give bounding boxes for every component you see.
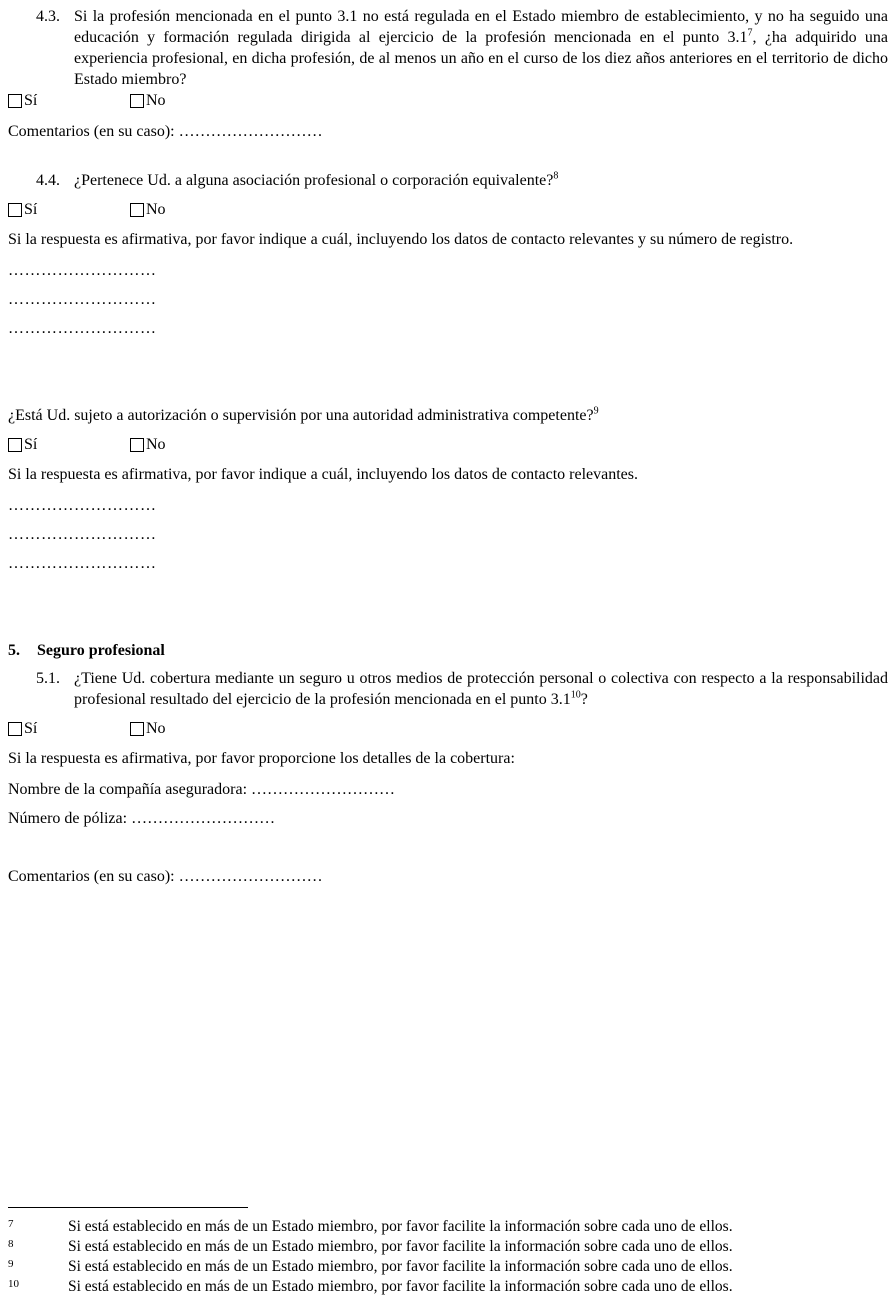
checkbox-yes[interactable] — [8, 438, 22, 452]
answer-line[interactable]: ……………………… — [8, 291, 157, 308]
checkbox-yes[interactable] — [8, 203, 22, 217]
option-no-5-1[interactable]: No — [130, 718, 166, 739]
footnote-9: 9 Si está establecido en más de un Estado miembro, por favor facilite la información sobre cada uno de ellos. — [8, 1258, 733, 1275]
section-number: 5. — [8, 642, 20, 659]
footnote-10: 10 Si está establecido en más de un Estado miembro, por favor facilite la información sobre cada uno de ellos. — [8, 1278, 733, 1295]
footnote-ref-10[interactable]: 10 — [570, 689, 581, 701]
question-4-4 — [8, 170, 888, 192]
checkbox-no[interactable] — [130, 722, 144, 736]
comment-5-1[interactable]: Comentarios (en su caso): ……………………… — [8, 868, 323, 885]
footnote-ref-7[interactable]: 7 — [747, 27, 753, 39]
question-number: 4.3. — [36, 8, 60, 25]
question-text: Si la profesión mencionada en el punto 3.1 no está regulada en el Estado miembro de establecimiento, y no ha seguido una educación y formación regulada dirigida al ejercicio de la profesión mencionada en el punto $3.1^7$, ¿ha adquirido una experiencia profesional, en dicha profesión, de al menos un año en el curso de los diez años anteriores en el territorio de dicho Estado miembro? — [74, 8, 889, 88]
checkbox-yes[interactable] — [8, 722, 22, 736]
instruction-authorization: Si la respuesta es afirmativa, por favor indique a cuál, incluyendo los datos de contacto relevantes. — [8, 466, 639, 483]
policy-number-field[interactable]: Número de póliza: ……………………… — [8, 810, 276, 827]
option-yes-5-1[interactable]: Sí — [8, 718, 37, 739]
footnote-separator — [8, 1207, 248, 1208]
question-5-1 — [8, 668, 888, 712]
question-text: ¿Pertenece Ud. a alguna asociación profesional o corporación equivalente?$^8$ — [74, 170, 559, 189]
checkbox-yes[interactable] — [8, 94, 22, 108]
answer-line[interactable]: ……………………… — [8, 320, 157, 337]
option-yes-authorization[interactable]: Sí — [8, 434, 37, 455]
question-authorization: ¿Está Ud. sujeto a autorización o supervisión por una autoridad administrativa competente?$^9$ — [8, 405, 599, 424]
footnote-8: 8 Si está establecido en más de un Estado miembro, por favor facilite la información sobre cada uno de ellos. — [8, 1238, 733, 1255]
instruction-4-4: Si la respuesta es afirmativa, por favor indique a cuál, incluyendo los datos de contacto relevantes y su número de registro. — [8, 231, 794, 248]
question-number: 4.4. — [36, 172, 60, 189]
option-no-4-3[interactable]: No — [130, 90, 166, 111]
option-yes-4-4[interactable]: Sí — [8, 199, 37, 220]
answer-line[interactable]: ……………………… — [8, 262, 157, 279]
checkbox-no[interactable] — [130, 438, 144, 452]
footnote-7: 7 Si está establecido en más de un Estado miembro, por favor facilite la información sobre cada uno de ellos. — [8, 1218, 733, 1235]
checkbox-no[interactable] — [130, 203, 144, 217]
footnote-ref-9[interactable]: 9 — [593, 405, 599, 417]
question-4-3 — [8, 6, 888, 90]
insurer-field[interactable]: Nombre de la compañía aseguradora: ……………………… — [8, 781, 396, 798]
option-no-authorization[interactable]: No — [130, 434, 166, 455]
option-no-4-4[interactable]: No — [130, 199, 166, 220]
comment-4-3[interactable]: Comentarios (en su caso): ……………………… — [8, 123, 323, 140]
answer-line[interactable]: ……………………… — [8, 555, 157, 572]
question-text: ¿Tiene Ud. cobertura mediante un seguro u otros medios de protección personal o colectiva con respecto a la responsabilidad profesional resultado del ejercicio de la profesión mencionada en el punto $3.1^{10}$? — [74, 670, 888, 708]
footnote-ref-8[interactable]: 8 — [553, 170, 559, 182]
question-number: 5.1. — [36, 670, 60, 687]
section-title: Seguro profesional — [37, 642, 165, 659]
answer-line[interactable]: ……………………… — [8, 526, 157, 543]
checkbox-no[interactable] — [130, 94, 144, 108]
section-heading — [8, 640, 165, 661]
answer-line[interactable]: ……………………… — [8, 497, 157, 514]
instruction-5-1: Si la respuesta es afirmativa, por favor proporcione los detalles de la cobertura: — [8, 750, 515, 767]
option-yes-4-3[interactable]: Sí — [8, 90, 37, 111]
